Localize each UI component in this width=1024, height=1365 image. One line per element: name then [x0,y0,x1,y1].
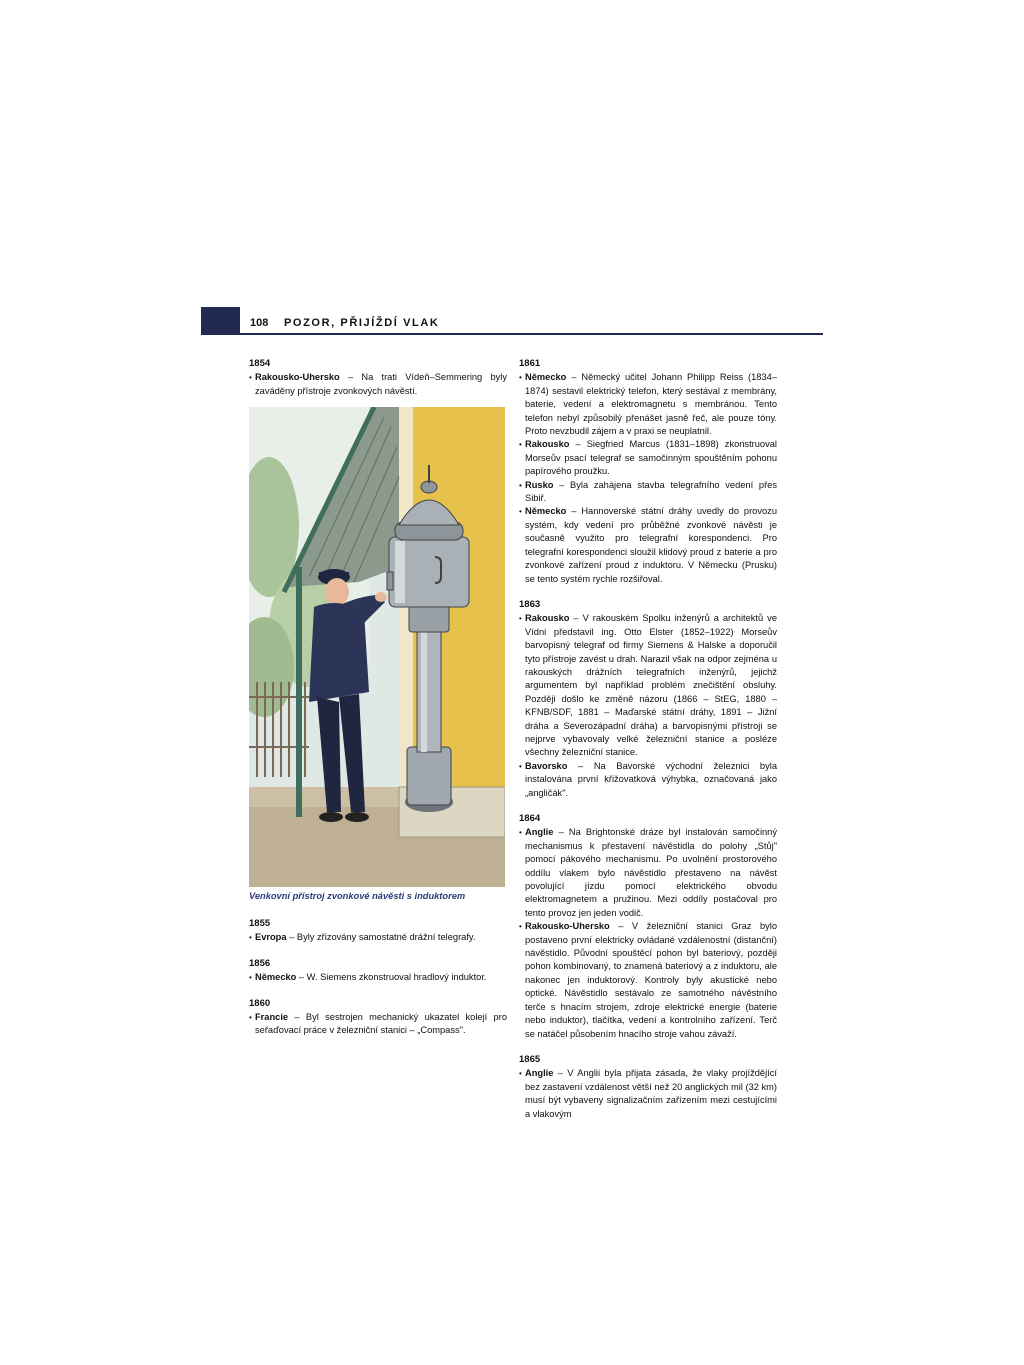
year-heading: 1856 [249,957,271,969]
entry-country: Evropa [255,932,287,943]
year-heading: 1863 [519,598,541,610]
entry-text: – W. Siemens zkonstruoval hradlový induktor. [296,972,487,983]
year-section-1864 [519,812,777,1041]
entry [519,920,777,1041]
entry-text: – Hannoverské státní dráhy uvedly do provozu systém, kdy vedení pro průběžné zvonkové návěsti je současně využito pro telegrafní korespondenci. Pro telegrafní korespondenci sloužil klidový proud z baterie a pro zvonkové zařízení proud z induktoru. V Německu (Prusku) se tento systém rychle rozšiřoval. [525,506,777,584]
header-color-block [201,307,240,335]
year-section-1855 [249,917,507,945]
header-rule [201,333,823,335]
entry [519,612,777,759]
entry-text: – Byla zahájena stavba telegrafního vedení přes Sibiř. [525,479,777,504]
entry-country: Německo [255,972,297,983]
entry-country: Francie [255,1012,289,1023]
year-heading: 1854 [249,358,271,369]
entry-country: Rakousko-Uhersko [255,372,340,383]
entry-text: – V rakouském Spolku inženýrů a architektů ve Vídni představil ing. Otto Elster (1852–1922) Morseův barvopisný telegraf od firmy Siemens & Halske a doporučil tyto přístroje zavést u drah. Narazil však na odpor zejména u rakouských drážních telegrafních inženýrů, jejichž argumentem byl například problém znečištění obsluhy. Později došlo ke změně názoru (1866 – StEG, 1880 – KFNB/SDF, 1881 – Maďarské státní dráhy, 1891 – Jižní dráha a Severozápadní dráha) a barvopisnými přístroji se nejprve vybavovaly velké železniční stanice a posléze všechny železniční stanice. [525,613,777,758]
year-section-1865 [519,1053,777,1121]
year-heading: 1860 [249,997,271,1009]
entry [519,438,777,478]
year-section-1863 [519,598,777,800]
year-heading: 1855 [249,918,271,929]
running-title: POZOR, PŘIJÍŽDÍ VLAK [284,317,440,329]
right-column [519,357,777,1121]
year-section-1856 [249,957,507,985]
entry-text: – Německý učitel Johann Philipp Reiss (1834–1874) sestavil elektrický telefon, který sestával z membrány, baterie, vedení a elektromagnetu s membránou. Tento telefon nebyl způsobilý přenášet jasně řeč, ale pouze tóny. Proto nevzbudil zájem a v praxi se neuplatnil. [525,372,777,437]
illustration-svg [249,407,505,887]
entry-text: – Byly zřizovány samostatné drážní telegrafy. [286,932,476,943]
entry-country: Anglie [525,827,554,838]
entry [519,505,777,585]
page-number: 108 [250,317,269,329]
illustration-signal-bell-device [249,407,505,887]
entry-text: – Siegfried Marcus (1831–1898) zkonstruoval Morseův psací telegraf se samočinným spouštěním pohonu papírového proužku. [525,439,777,477]
entry-country: Rakousko [525,439,570,450]
entry-text: – Na Brightonské dráze byl instalován samočinný mechanismus k přestavení návěstidla do polohy „Stůj" pomocí pákového mechanismu. Po uvolnění prostorového oddílu vlakem bylo návěstidlo přestaveno na návěst povolující jízdu pomocí elektrického obvodu elektromagnetem a pružinou. Mezi oddíly postačoval pro tento provoz jen jeden vodič. [525,827,777,918]
entry-country: Rakousko-Uhersko [525,921,610,932]
entry [519,479,777,506]
entry [519,826,777,920]
entry [249,1011,507,1038]
entry-country: Rakousko [525,613,570,624]
entry-text: – Na Bavorské východní železnici byla instalována první křižovatková výhybka, označovaná jako „angličák". [525,760,777,798]
year-section-1860 [249,997,507,1038]
left-column-bottom [249,917,507,1038]
entry [519,760,777,800]
year-heading: 1864 [519,813,541,824]
entry [249,931,507,944]
year-section-1861 [519,357,777,586]
year-section-1854 [249,357,507,398]
entry-text: – Byl sestrojen mechanický ukazatel kolejí pro seřaďovací práce v železniční stanici – „Compass". [255,1012,507,1036]
entry-country: Anglie [525,1068,554,1079]
entry-country: Německo [525,506,567,517]
figure-caption: Venkovní přístroj zvonkové návěsti s induktorem [249,891,466,901]
entry-country: Bavorsko [525,760,568,771]
entry-text: – V železniční stanici Graz bylo postaveno první elektricky ovládané vzdálenostní (distanční) návěstidlo. Původní spouštěcí pohon byl bateriový, později pohon kombinovaný, to znamená bateriový a z induktoru, ale nakonec jen induktorový. Kontroly byly akustické nebo optické. Návěstidlo sestávalo ze samotného návěstního terče s hnacím strojem, zdroje elektrické energie (baterie nebo induktor), tlačítka, vedení a kontrolního zařízení. Terč se natáčel působením hnacího stroje vahou závaží. [525,921,777,1039]
year-heading: 1865 [519,1053,541,1065]
entry [249,971,507,984]
entry [519,1067,777,1121]
entry-text: – V Anglii byla přijata zásada, že vlaky projíždějící bez zastavení vzdálenost větší než 20 anglických mil (32 km) musí být vybaveny signalizačním zařízením mezi cestujícími a vlakovým [525,1068,777,1119]
entry-country: Německo [525,372,567,383]
left-column-top [249,357,507,398]
entry-text: – Na trati Vídeň–Semmering byly zaváděny přístroje zvonkových návěstí. [255,372,507,396]
entry [519,371,777,438]
entry-country: Rusko [525,479,554,490]
year-heading: 1861 [519,358,541,369]
entry [249,371,507,398]
